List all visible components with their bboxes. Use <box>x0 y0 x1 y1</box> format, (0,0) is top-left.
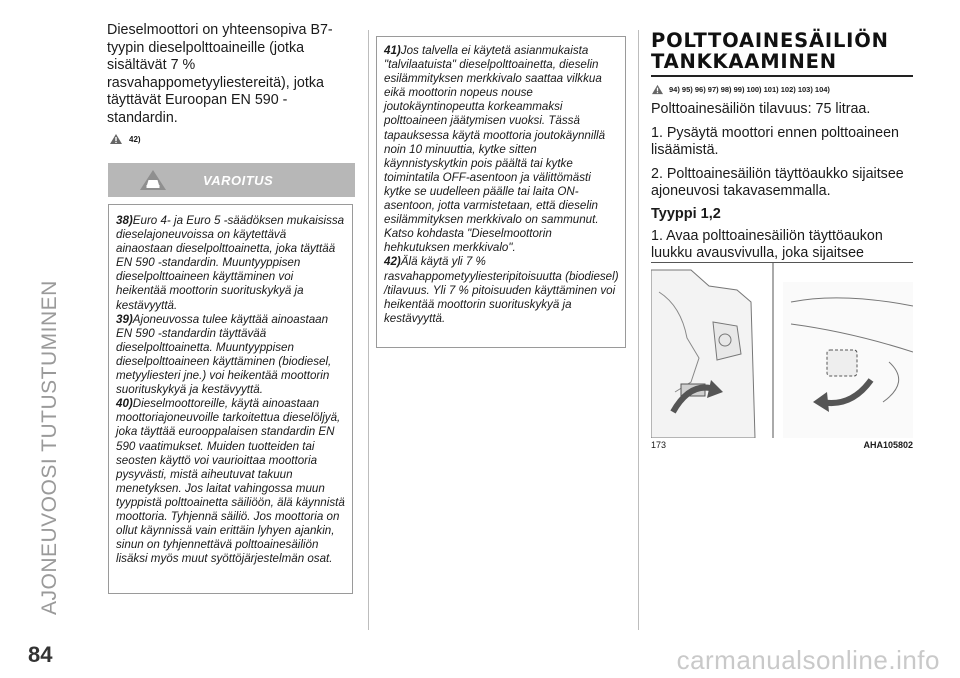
warning-references <box>651 84 913 95</box>
section-heading <box>651 30 913 72</box>
note-text: Jos talvella ei käytetä asianmukaista "talvilaatuista" dieselpolttoainetta, dieselin esilämmityksen merkkivalo saattaa vilkkua eikä moottorin nopeus nouse joutokäyntinopeutta korkeammaksi polttoaineen jäätymisen vuoksi. Tässä tapauksessa käytä moottoria joutokäynnillä noin 10 minuuttia, kytke sitten käynnistyskytkin pois päältä tai kytke toimintatila OFF-asentoon ja välittömästi kytke se uudelleen päälle tai laita ON-asentoon, jotta varmistetaan, että dieselin esilämmityksen merkkivalo on sammunut. Katso kohdasta "Dieselmoottorin hehkutuksen merkkivalo". <box>384 44 606 255</box>
column-divider <box>368 30 369 630</box>
diesel-compatibility-paragraph: Dieselmoottori on yhteensopiva B7-tyypin dieselpolttoaineille (jotka sisältävät 7 % rasvahappometyyliestereitä), jotka täyttävät Euroopan EN 590 -standardin. <box>107 22 333 126</box>
figure-number: 173 <box>651 440 667 450</box>
step-filler-location: 2. Polttoainesäiliön täyttöaukko sijaitsee ajoneuvosi takavasemmalla. <box>651 165 904 199</box>
fuel-door-illustration <box>651 262 913 450</box>
warning-note <box>116 397 346 566</box>
warning-box-1 <box>108 204 353 594</box>
note-text: Ajoneuvossa tulee käyttää ainoastaan EN 590 -standardin täyttävää dieselpolttoainetta. Muuntyyppisen dieselpolttoaineen käyttäminen (biodiesel, metyyliesteri jne.) voi heikentää moottorin suorituskykyä ja kestävyyttä. <box>116 312 332 397</box>
note-text: Euro 4- ja Euro 5 -säädöksen mukaisissa dieselajoneuvoissa on käytettävä ainaostaan dieselpolttoainetta, joka täyttää EN 590 -standardin. Muuntyyppisen dieselpolttoaineen käyttäminen voi heikentää moottorin suorituskykyä ja kestävyyttä. <box>116 214 345 312</box>
warning-note <box>116 214 346 313</box>
warning-note <box>384 44 619 255</box>
step-open-flap: 1. Avaa polttoainesäiliön täyttöaukon luukku avausvivulla, joka sijaitsee <box>651 227 883 261</box>
warning-reference <box>109 133 355 145</box>
type-subheading: Tyyppi 1,2 <box>651 205 721 222</box>
watermark: carmanualsonline.info <box>676 645 940 675</box>
note-number: 39) <box>116 312 133 326</box>
warning-header <box>108 163 355 197</box>
heading-line-1: POLTTOAINESÄILIÖN <box>651 29 889 52</box>
column-3 <box>651 30 913 280</box>
side-title-text: AJONEUVOOSI TUTUSTUMINEN <box>38 280 61 615</box>
note-number: 41) <box>384 44 401 57</box>
figure-caption <box>651 440 913 450</box>
warning-triangle-icon <box>651 84 664 95</box>
illustration-drawing <box>651 262 913 438</box>
step-stop-engine: 1. Pysäytä moottori ennen polttoaineen lisäämistä. <box>651 124 899 158</box>
heading-line-2: TANKKAAMINEN <box>651 50 837 73</box>
section-side-title <box>6 30 66 620</box>
reference-number: 42) <box>129 134 141 144</box>
warning-triangle-icon <box>109 133 123 145</box>
reference-numbers: 94) 95) 96) 97) 98) 99) 100) 101) 102) 103) 104) <box>669 85 830 94</box>
note-number: 40) <box>116 397 133 411</box>
figure-code: AHA105802 <box>863 440 913 450</box>
heading-rule <box>651 75 913 77</box>
note-number: 42) <box>384 255 401 269</box>
note-text: Älä käytä yli 7 % rasvahappometyyliesteripitoisuutta (biodiesel) /tilavuus. Yli 7 % pitoisuuden käyttäminen voi heikentää moottorin suorituskykyä ja kestävyyttä. <box>384 255 619 325</box>
note-text: Dieselmoottoreille, käytä ainoastaan moottoriajoneuvoille tarkoitettua dieselöljyä, joka täyttää eurooppalaisen standardin EN 590 vaatimukset. Muiden tuotteiden tai seosten käyttö voi vaurioittaa moottoria pysyvästi, mistä aiheutuvat takuun menetyksen. Jos laitat vahingossa muun tyyppistä polttoainetta säiliöön, älä käynnistä moottoria. Tyhjennä säiliö. Jos moottoria on ollut käynnissä vain erittäin lyhyen ajankin, sinun on tyhjennettävä polttoainesäiliön lisäksi myös muut syöttöjärjestelmän osat. <box>116 397 345 566</box>
warning-box-2 <box>376 36 626 348</box>
page-number: 84 <box>28 642 53 667</box>
column-1 <box>107 22 355 145</box>
car-warning-icon <box>139 169 167 191</box>
column-divider <box>638 30 639 630</box>
warning-note <box>384 255 619 325</box>
figure-top-rule <box>651 262 913 263</box>
tank-capacity: Polttoainesäiliön tilavuus: 75 litraa. <box>651 101 871 117</box>
warning-title: VAROITUS <box>203 172 274 188</box>
warning-note <box>116 313 346 398</box>
note-number: 38) <box>116 214 133 227</box>
